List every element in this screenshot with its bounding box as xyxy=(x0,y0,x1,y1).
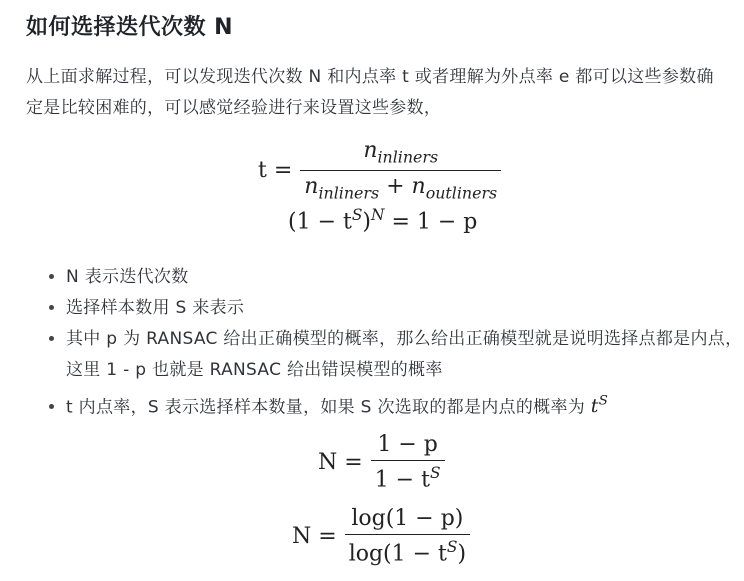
fraction-numerator: $n_{inliners}$ xyxy=(363,138,439,167)
fraction xyxy=(300,138,501,202)
list-item: • 选择样本数用 S 来表示 xyxy=(66,293,744,324)
equation-iterations: N = $\frac{1 - p}{1 - t^S}$ xyxy=(318,432,445,492)
equation-inlier-ratio xyxy=(258,138,501,202)
fraction-denominator: $1 - t^S$ xyxy=(371,460,445,492)
section-heading: 如何选择迭代次数 N xyxy=(26,15,234,40)
list-item: • t 内点率，S 表示选择样本数量，如果 S 次选取的都是内点的概率为 $t^S$ xyxy=(66,386,744,423)
fraction-denominator: $n_{inliners} + n_{outliners}$ xyxy=(300,170,501,203)
bullet-list xyxy=(44,262,744,423)
equation-iterations-log: N = $\frac{\log(1 - p)}{\log(1 - t^S)}$ xyxy=(292,506,470,566)
list-item: • N 表示迭代次数 xyxy=(66,262,744,293)
intro-paragraph: 从上面求解过程，可以发现迭代次数 N 和内点率 t 或者理解为外点率 e 都可以这些参数确定是比较困难的，可以感觉经验进行来设置这些参数， xyxy=(26,67,714,118)
fraction: $\frac{\log(1 - p)}{\log(1 - t^S)}$ xyxy=(345,506,470,566)
equation-probability: $(1 - t^S)^N = 1 - p$ xyxy=(288,206,478,235)
list-item: • 其中 p 为 RANSAC 给出正确模型的概率，那么给出正确模型就是说明选择点都是内点，这里 1 - p 也就是 RANSAC 给出错误模型的概率 xyxy=(66,324,744,386)
inline-math: $t^S$ xyxy=(590,394,609,418)
fraction: $\frac{1 - p}{1 - t^S}$ xyxy=(371,432,445,492)
equation-lhs: t = xyxy=(258,157,293,183)
fraction-denominator: $\log(1 - t^S)$ xyxy=(345,534,470,566)
